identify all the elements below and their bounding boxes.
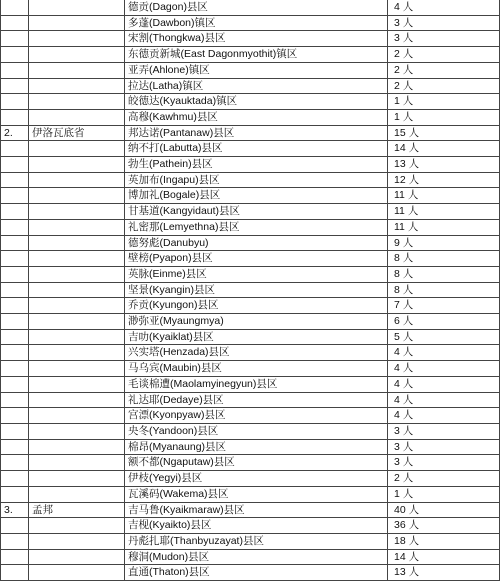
count-cell: 2 人: [388, 62, 500, 78]
row-number-cell: [1, 408, 29, 424]
region-cell: [29, 47, 125, 63]
township-cell: 毛谈棉遭(Maolamyinegyun)县区: [125, 376, 388, 392]
table-row: [1, 125, 500, 141]
table-row: [1, 392, 500, 408]
row-number-cell: [1, 78, 29, 94]
region-cell: [29, 408, 125, 424]
row-number-cell: [1, 565, 29, 581]
count-cell: 1 人: [388, 109, 500, 125]
table-row: [1, 266, 500, 282]
row-number-cell: [1, 439, 29, 455]
township-cell: 礼密那(Lemyethna)县区: [125, 219, 388, 235]
table-row: [1, 408, 500, 424]
township-cell: 壁榜(Pyapon)县区: [125, 251, 388, 267]
count-cell: 11 人: [388, 204, 500, 220]
row-number-cell: [1, 141, 29, 157]
table-row: [1, 471, 500, 487]
region-cell: [29, 533, 125, 549]
region-cell: [29, 486, 125, 502]
township-cell: 坚景(Kyangin)县区: [125, 282, 388, 298]
township-cell: 宋割(Thongkwa)县区: [125, 31, 388, 47]
row-number-cell: [1, 172, 29, 188]
township-cell: 英脉(Einme)县区: [125, 266, 388, 282]
count-cell: 36 人: [388, 518, 500, 534]
row-number-cell: [1, 47, 29, 63]
township-cell: 渺弥亚(Myaungmya): [125, 314, 388, 330]
township-cell: 礼达耶(Dedaye)县区: [125, 392, 388, 408]
township-cell: 丹彪扎耶(Thanbyuzayat)县区: [125, 533, 388, 549]
count-cell: 12 人: [388, 172, 500, 188]
count-cell: 9 人: [388, 235, 500, 251]
township-cell: 马乌宾(Maubin)县区: [125, 361, 388, 377]
count-cell: 4 人: [388, 408, 500, 424]
row-number-cell: [1, 392, 29, 408]
table-row: [1, 172, 500, 188]
row-number-cell: [1, 157, 29, 173]
township-cell: 伊枝(Yegyi)县区: [125, 471, 388, 487]
count-cell: 8 人: [388, 282, 500, 298]
township-cell: 纳不打(Labutta)县区: [125, 141, 388, 157]
table-row: [1, 235, 500, 251]
row-number-cell: [1, 345, 29, 361]
table-row: [1, 15, 500, 31]
count-cell: 4 人: [388, 376, 500, 392]
count-cell: 11 人: [388, 219, 500, 235]
count-cell: 15 人: [388, 125, 500, 141]
table-row: [1, 533, 500, 549]
count-cell: 3 人: [388, 31, 500, 47]
township-cell: 英加布(Ingapu)县区: [125, 172, 388, 188]
region-cell: [29, 15, 125, 31]
region-cell: [29, 204, 125, 220]
region-cell: [29, 455, 125, 471]
region-cell: [29, 141, 125, 157]
township-cell: 多蓬(Dawbon)镇区: [125, 15, 388, 31]
township-cell: 瓦溪码(Wakema)县区: [125, 486, 388, 502]
row-number-cell: [1, 533, 29, 549]
region-cell: [29, 298, 125, 314]
region-cell: [29, 78, 125, 94]
township-cell: 德努彪(Danubyu): [125, 235, 388, 251]
township-cell: 东德贡新城(East Dagonmyothit)镇区: [125, 47, 388, 63]
row-number-cell: [1, 251, 29, 267]
region-cell: [29, 266, 125, 282]
region-cell: [29, 235, 125, 251]
count-cell: 40 人: [388, 502, 500, 518]
count-cell: 18 人: [388, 533, 500, 549]
row-number-cell: [1, 549, 29, 565]
count-cell: 7 人: [388, 298, 500, 314]
row-number-cell: [1, 518, 29, 534]
township-cell: 央冬(Yandoon)县区: [125, 423, 388, 439]
count-cell: 13 人: [388, 157, 500, 173]
table-row: [1, 109, 500, 125]
row-number-cell: [1, 62, 29, 78]
table-row: [1, 157, 500, 173]
count-cell: 2 人: [388, 47, 500, 63]
region-cell: [29, 172, 125, 188]
township-cell: 额不都(Ngaputaw)县区: [125, 455, 388, 471]
row-number-cell: [1, 188, 29, 204]
table-row: [1, 282, 500, 298]
township-cell: 博加礼(Bogale)县区: [125, 188, 388, 204]
count-cell: 5 人: [388, 329, 500, 345]
row-number-cell: [1, 455, 29, 471]
row-number-cell: [1, 376, 29, 392]
region-cell: [29, 392, 125, 408]
count-cell: 3 人: [388, 455, 500, 471]
row-number-cell: [1, 94, 29, 110]
region-cell: [29, 109, 125, 125]
count-cell: 8 人: [388, 251, 500, 267]
table-row: [1, 345, 500, 361]
count-cell: 8 人: [388, 266, 500, 282]
table-row: [1, 31, 500, 47]
count-cell: 14 人: [388, 549, 500, 565]
table-row: [1, 439, 500, 455]
row-number-cell: [1, 235, 29, 251]
region-cell: [29, 188, 125, 204]
count-cell: 14 人: [388, 141, 500, 157]
region-cell: [29, 361, 125, 377]
region-cell: 孟邦: [29, 502, 125, 518]
region-cell: [29, 62, 125, 78]
table-body: [1, 0, 500, 581]
table-row: [1, 502, 500, 518]
region-cell: [29, 423, 125, 439]
count-cell: 3 人: [388, 15, 500, 31]
count-cell: 4 人: [388, 345, 500, 361]
region-cell: [29, 439, 125, 455]
row-number-cell: [1, 471, 29, 487]
table-row: [1, 298, 500, 314]
row-number-cell: [1, 0, 29, 15]
table-row: [1, 314, 500, 330]
row-number-cell: [1, 15, 29, 31]
table-row: [1, 565, 500, 581]
township-cell: 棉昂(Myanaung)县区: [125, 439, 388, 455]
township-cell: 穆洞(Mudon)县区: [125, 549, 388, 565]
row-number-cell: 2.: [1, 125, 29, 141]
table-row: [1, 455, 500, 471]
region-cell: [29, 376, 125, 392]
township-cell: 高穆(Kawhmu)县区: [125, 109, 388, 125]
count-cell: 1 人: [388, 94, 500, 110]
township-cell: 吉叻(Kyaiklat)县区: [125, 329, 388, 345]
township-cell: 拉达(Latha)镇区: [125, 78, 388, 94]
township-cell: 吉马鲁(Kyaikmaraw)县区: [125, 502, 388, 518]
row-number-cell: [1, 109, 29, 125]
region-cell: [29, 314, 125, 330]
region-cell: [29, 0, 125, 15]
table-row: [1, 141, 500, 157]
count-cell: 3 人: [388, 423, 500, 439]
row-number-cell: [1, 329, 29, 345]
count-cell: 1 人: [388, 486, 500, 502]
township-cell: 兴实塔(Henzada)县区: [125, 345, 388, 361]
count-cell: 13 人: [388, 565, 500, 581]
table-row: [1, 329, 500, 345]
region-cell: [29, 251, 125, 267]
township-cell: 甘基道(Kangyidaut)县区: [125, 204, 388, 220]
township-cell: 吉枧(Kyaikto)县区: [125, 518, 388, 534]
row-number-cell: [1, 486, 29, 502]
row-number-cell: [1, 282, 29, 298]
table-row: [1, 361, 500, 377]
region-cell: [29, 549, 125, 565]
count-cell: 3 人: [388, 439, 500, 455]
count-cell: 2 人: [388, 471, 500, 487]
region-cell: [29, 518, 125, 534]
region-cell: [29, 345, 125, 361]
region-cell: [29, 282, 125, 298]
township-cell: 宫漂(Kyonpyaw)县区: [125, 408, 388, 424]
table-row: [1, 62, 500, 78]
table-row: [1, 518, 500, 534]
table-row: [1, 486, 500, 502]
township-cell: 德贡(Dagon)县区: [125, 0, 388, 15]
township-cell: 直通(Thaton)县区: [125, 565, 388, 581]
table-row: [1, 78, 500, 94]
region-cell: [29, 94, 125, 110]
table-row: [1, 0, 500, 15]
region-cell: [29, 329, 125, 345]
table-row: [1, 204, 500, 220]
table-row: [1, 188, 500, 204]
township-cell: 乔贡(Kyungon)县区: [125, 298, 388, 314]
township-cell: 亚弄(Ahlone)镇区: [125, 62, 388, 78]
count-cell: 4 人: [388, 392, 500, 408]
row-number-cell: [1, 266, 29, 282]
count-cell: 2 人: [388, 78, 500, 94]
row-number-cell: [1, 204, 29, 220]
table-row: [1, 423, 500, 439]
table-row: [1, 376, 500, 392]
table-row: [1, 219, 500, 235]
region-cell: [29, 157, 125, 173]
count-cell: 4 人: [388, 0, 500, 15]
region-cell: [29, 565, 125, 581]
row-number-cell: [1, 314, 29, 330]
region-cell: 伊洛瓦底省: [29, 125, 125, 141]
region-cell: [29, 471, 125, 487]
row-number-cell: 3.: [1, 502, 29, 518]
township-cell: 皎德达(Kyauktada)镇区: [125, 94, 388, 110]
township-cell: 邦达诺(Pantanaw)县区: [125, 125, 388, 141]
table-row: [1, 549, 500, 565]
township-cell: 勃生(Pathein)县区: [125, 157, 388, 173]
table-row: [1, 94, 500, 110]
table-row: [1, 251, 500, 267]
region-cell: [29, 219, 125, 235]
count-cell: 11 人: [388, 188, 500, 204]
count-cell: 6 人: [388, 314, 500, 330]
row-number-cell: [1, 423, 29, 439]
row-number-cell: [1, 361, 29, 377]
region-cell: [29, 31, 125, 47]
row-number-cell: [1, 219, 29, 235]
row-number-cell: [1, 298, 29, 314]
count-cell: 4 人: [388, 361, 500, 377]
table-row: [1, 47, 500, 63]
row-number-cell: [1, 31, 29, 47]
